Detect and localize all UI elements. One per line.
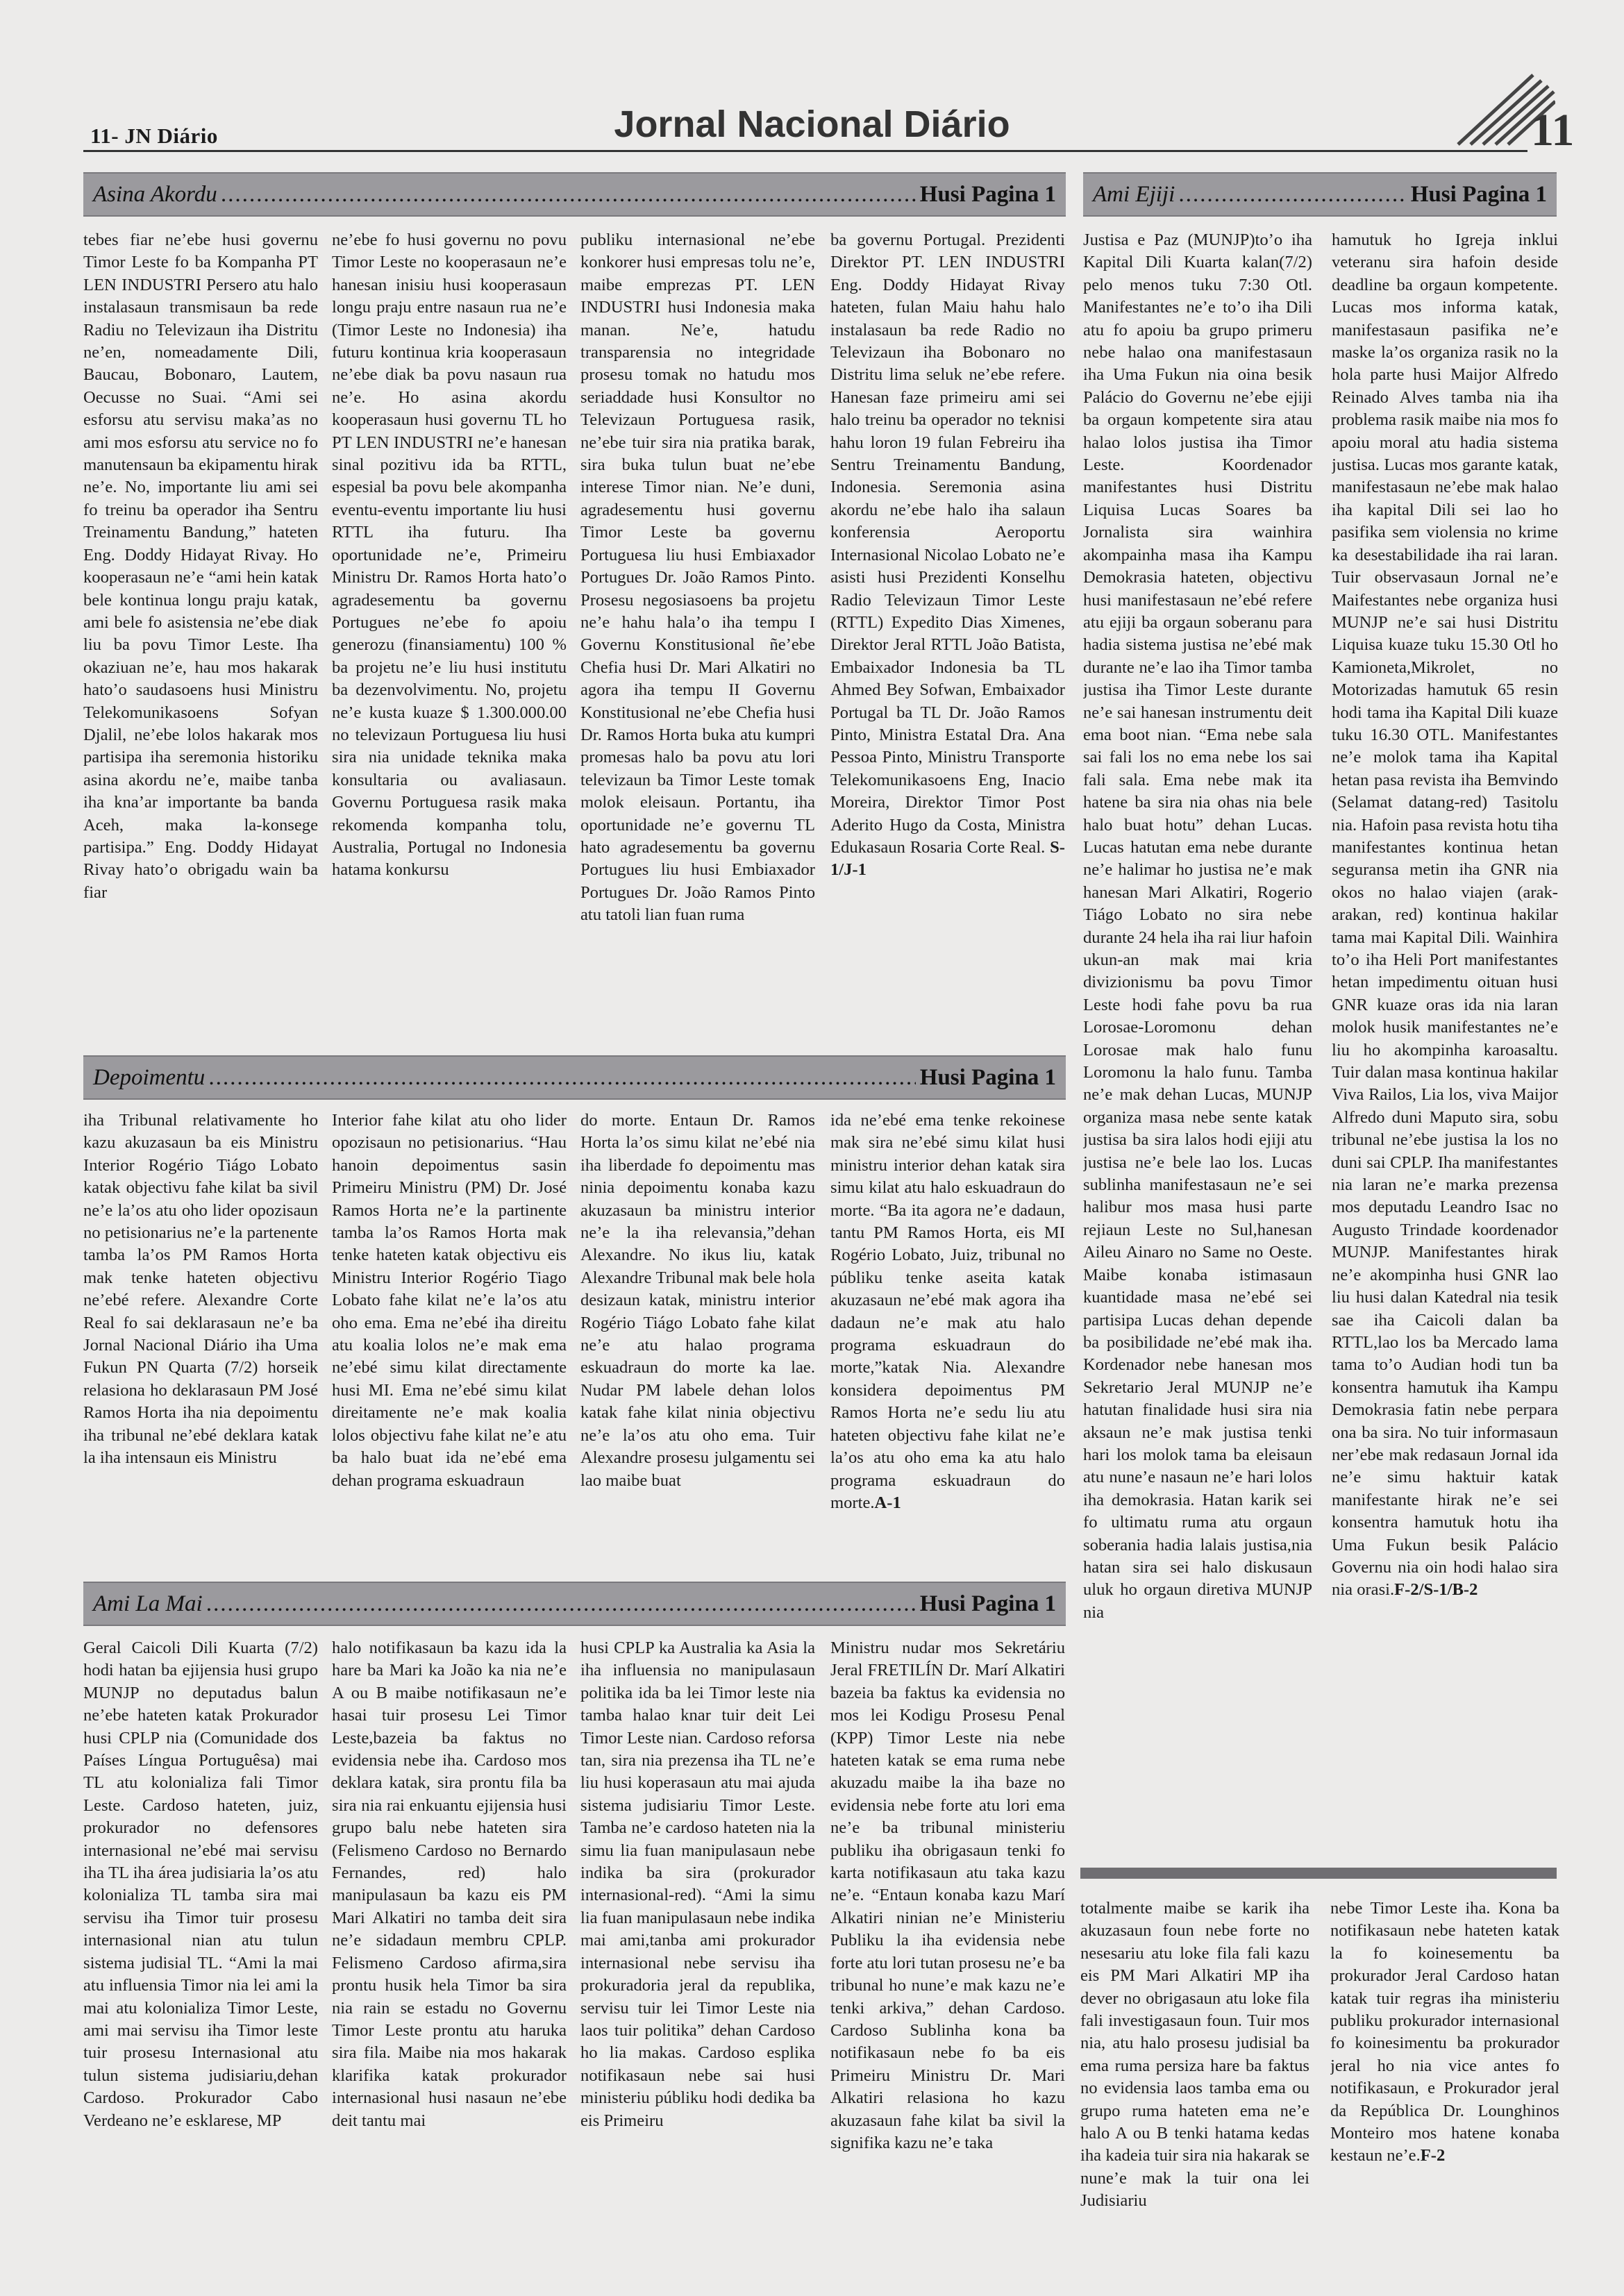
article-column: hamutuk ho Igreja inklui veteranu sira hafoin deside deadline ba orgaun kompetente. Lucas mos informa katak, manifestasaun pasifika ne’e maske la’os organiza rasik no la hola parte husi Maijor Alfredo Reinado Alves tamba nia iha problema rasik maibe nia mos fo apoiu moral atu hadia sistema justisa. Lucas mos garante katak, manifestasaun ne’ebe mak halao iha kapital Dili sei lao ho pasifika sem violensia no krime ka desestabilidade iha rai laran. Tuir observasaun Jornal ne’e Maifestantes nebe organiza husi MUNJP ne’e sai husi Distritu Liquisa kuaze tuku 15.30 Otl ho Kamioneta,Mikrolet, no Motorizadas hamutuk 65 resin hodi tama iha Kapital Dili kuaze tuku 16.30 OTL. Manifestantes ne’e molok tama iha Kapital hetan pasa revista iha Bemvindo (Selamat datang-red) Tasitolu nia. Hafoin pasa revista hotu tiha manifestantes kontinua hetan seguransa metin iha GNR nia okos no halao viajen (arak-arakan, red) kontinua hakilar tama mai Kapital Dili. Wainhira to’o iha Heli Port manifestantes hetan impedimentu oituan husi GNR kuaze oras ida nia laran molok husik manifestantes ne’e liu ho akompinha karoasaltu. Tuir dalan masa kontinua hakilar Viva Railos, Lia los, viva Maijor Alfredo duni Maputo sira, sobu tribunal ne’ebe justisa la los no duni sai CPLP. Iha manifestantes nia laran ne’e marka prezensa mos deputadu Leandro Isac no Augusto Trindade koordenador MUNJP. Manifestantes hirak ne’e akompinha husi GNR lao liu husi dalan Katedral nia tesik sae iha Caicoli dalan ba RTTL,lao los ba Mercado lama tama to’o Audian hodi tun ba konsentra hamutuk iha Kampu Demokrasia fatin nebe perpara ona ba sira. No tuir informasaun ner’ebe mak redasaun Jornal ida ne’e simu haktuir katak manifestante hirak ne’e sei konsentra hamutuk hotu iha Uma Fukun besik Palácio Governu nia oin hodi halao sira nia orasi.F-2/S-1/B-2 — [1332, 231, 1558, 1600]
section-title: Ami Ejiji — [1093, 181, 1175, 207]
newspaper-title: Jornal Nacional Diário — [614, 103, 1010, 145]
article-column: Ministru nudar mos Sekretáriu Jeral FRETILÍN Dr. Marí Alkatiri bazeia ba faktus ka evidensia no mos lei Kodigu Prosesu Penal (KPP) Timor Leste nia nebe hateten katak se ema ruma nebe akuzadu maibe la iha baze no evidensia nebe forte atu lori ema ne’e ba tribunal ministeriu publiku iha obrigasaun tenki fo karta notifikasaun atu taka kazu ne’e. “Entaun konaba kazu Marí Alkatiri ninian ne’e Ministeriu Publiku la iha evidensia nebe forte atu lori tutan prosesu ne’e ba tribunal ho nune’e mak kazu ne’e tenki arkiva,” dehan Cardoso. Cardoso Sublinha kona ba notifikasaun nebe fo ba eis Primeiru Ministru Dr. Mari Alkatiri relasiona ho kazu akuzasaun fahe kilat ba sivil la signifika kazu ne’e taka — [830, 1639, 1065, 2152]
continuation-label: Husi Pagina 1 — [1410, 181, 1547, 207]
continuation-label: Husi Pagina 1 — [919, 181, 1056, 207]
article-signature: A-1 — [874, 1493, 901, 1512]
article-column: nebe Timor Leste iha. Kona ba notifikasaun nebe hateten katak la fo koinesementu ba prokurador Jeral Cardoso hatan katak tuir regras iha ministeriu publiku prokurador internasional fo koinesimentu ba prokurador jeral ho nia vice antes fo notifikasaun, e Prokurador jeral da República Dr. Lounghinos Monteiro mos hatene konaba kestaun ne’e.F-2 — [1330, 1899, 1559, 2165]
page-reference: 11- JN Diário — [90, 124, 218, 148]
article-signature: S-1/J-1 — [830, 837, 1065, 880]
section-bar-depoimentu — [83, 1055, 1066, 1100]
section-divider — [1080, 1868, 1557, 1879]
section-title: Depoimentu — [93, 1064, 206, 1090]
leader-dots — [207, 1591, 916, 1617]
leader-dots — [221, 182, 916, 208]
header-rule — [83, 150, 1527, 152]
article-column: publiku internasional ne’ebe konkorer husi empresas tolu ne’e, maibe emprezas PT. LEN INDUSTRI husi Indonesia maka manan. Ne’e, hatudu transparensia no integridade prosesu tomak no hatudu mos seriaddade husi Konsultor no Televizaun Portuguesa rasik, ne’ebe tuir sira nia pratika barak, sira buka tulun buat ne’ebe interese Timor nian. Ne’e duni, agradesementu husi governu Timor Leste ba governu Portuguesa liu husi Embiaxador Portugues Dr. João Ramos Pinto. Prosesu negosiasoens ba projetu ne’e hahu hala’o iha tempu I Governu Konstitusional ñe’ebe Chefia husi Dr. Mari Alkatiri no agora iha tempu II Governu Konstitusional ne’ebe Chefia husi Dr. Ramos Horta buka atu kumpri promesas halo ba povu atu lori televizaun ba Timor Leste tomak molok eleisaun. Portantu, iha oportunidade ne’e governu TL hato agradesementu ba governu Portugues liu husi Embiaxador Portugues Dr. João Ramos Pinto atu tatoli lian fuan ruma — [580, 231, 815, 925]
article-column: halo notifikasaun ba kazu ida la hare ba Mari ka João ka nia ne’e A ou B maibe notifikasaun ne’e hasai tuir prosesu Lei Timor Leste,bazeia ba faktus no evidensia nebe iha. Cardoso mos deklara katak, sira prontu fila ba sira nia rai enkuantu ejijensia husi grupo balu nebe hateten sira (Felismeno Cardoso no Bernardo Fernandes, red) halo manipulasaun ba kazu eis PM Mari Alkatiri no tamba deit sira ne’e sidadaun membru CPLP. Felismeno Cardoso afirma,sira prontu husik hela Timor ba sira nia rain se estadu no Governu Timor Leste prontu atu haruka sira fila. Maibe nia mos hakarak klarifika katak prokurador internasional husi nasaun ne’ebe deit tantu mai — [332, 1639, 567, 2130]
article-column: Justisa e Paz (MUNJP)to’o iha Kapital Dili Kuarta kalan(7/2) pelo menos tuku 7:30 Otl. Manifestantes ne’e to’o iha Dili atu fo apoiu ba grupo primeru nebe halao ona manifestasaun iha Uma Fukun nia oina besik Palácio do Governu ne’ebe ejiji ba orgaun kompetente sira atau halao lolos justisa iha Timor Leste. Koordenador manifestantes husi Distritu Liquisa Lucas Soares ba Jornalista sira wainhira akompainha masa iha Kampu Demokrasia hateten, objectivu husi manifestasaun ne’ebé refere atu ejiji ba orgaun soberanu para hadia sistema justisa ne’ebé mak durante ne’e lao iha Timor tamba justisa iha Timor Leste durante ne’e sai hanesan instrumentu deit ema boot nian. “Ema nebe sala sai fali los no ema nebe los sai fali sala. Ema nebe mak ita hatene ba sira nia ohas nia bele halo buat hotu” dehan Lucas. Lucas hatutan ema nebe durante ne’e halimar ho justisa ne’e mak hanesan Mari Alkatiri, Rogerio Tiágo Lobato no sira nebe durante 24 hela iha rai liur hafoin ukun-an mak mai kria divizionismu ba povu Timor Leste hodi fahe povu ba rua Lorosae-Loromonu dehan Lorosae mak halo funu Loromonu la halo funu. Tamba ne’e mak dehan Lucas, MUNJP organiza masa nebe sente katak justisa ba sira lalos hodi ejiji atu justisa ne’e bele lao los. Lucas sublinha manifestasaun ne’e sei halibur mos masa husi parte rejiaun Leste no Sul,hanesan Aileu Ainaro no Same no Oeste. Maibe konaba istimasaun kuantidade masa ne’ebé sei partisipa Lucas dehan depende ba posibilidade ne’ebé mak iha. Kordenador nebe hanesan mos Sekretario Jeral MUNJP ne’e hatutan finalidade husi sira nia aksaun ne’e mak justisa tenki hari los molok tama ba eleisaun atu nune’e nasaun ne’e hari lolos iha demokrasia. Hatan karik sei fo ultimatu ruma atu orgaun soberania hadia lalais justisa,nia hatan sira sei halo diskusaun uluk ho orgaun diretiva MUNJP nia — [1083, 231, 1312, 1622]
article-signature: F-2 — [1420, 2146, 1446, 2165]
section-bar-asina-akordu — [83, 172, 1066, 217]
article-column: ne’ebe fo husi governu no povu Timor Leste no kooperasaun ne’e hanesan inisiu husi kooperasaun longu praju entre nasaun rua ne’e (Timor Leste no Indonesia) iha futuru kontinua kria kooperasaun ne’ebe diak ba povu nasaun rua ne’e. Ho asina akordu kooperasaun husi governu TL ho PT LEN INDUSTRI ne’e hanesan sinal pozitivu ida ba RTTL, espesial ba povu bele akompanha eventu-eventu importante liu husi RTTL iha futuru. Iha oportunidade ne’e, Primeiru Ministru Dr. Ramos Horta hato’o agradesementu ba governu Portugues ne’ebe fo apoiu generozu (finansiamentu) 100 % ba projetu ne’e liu husi institutu ba dezenvolvimentu. No, projetu ne’e kusta kuaze $ 1.300.000.00 no televizaun Portuguesa liu husi sira nia unidade teknika maka konsultaria ou avaliasaun. Governu Portuguesa rasik maka rekomenda kompanha tolu, Australia, Portugal no Indonesia hatama konkursu — [332, 231, 567, 880]
article-column: husi CPLP ka Australia ka Asia la iha influensia no manipulasaun politika ida ba lei Timor leste nia tamba halao knar tuir deit Lei Timor Leste nian. Cardoso reforsa tan, sira nia prezensa iha TL ne’e liu husi koperasaun atu mai ajuda sistema judisiariu Timor Leste. Tamba ne’e cardoso hateten nia la simu lia fuan manipulasaun nebe indika ba sira (prokurador internasional-red). “Ami la simu lia fuan manipulasaun nebe indika mai ami,tanba ami prokurador internasional nebe servisu iha prokuradoria jeral da republika, servisu tuir lei Timor Leste nia laos tuir politika” dehan Cardoso ho lia makas. Cardoso esplika notifikasaun nebe sai husi ministeriu públiku hodi dedika ba eis Primeiru — [580, 1639, 815, 2130]
leader-dots — [209, 1065, 915, 1091]
article-column: ida ne’ebé ema tenke rekoinese mak sira ne’ebé simu kilat husi ministru interior dehan katak sira simu kilat atu halo eskuadraun do morte. “Ba ita agora ne’e dadaun, tantu PM Ramos Horta, eis MI Rogério Lobato, Juiz, tribunal no públiku tenke aseita katak akuzasaun ne’ebé mak agora iha dadaun ne’e mak atu halo programa eskuadraun do morte,”katak Nia. Alexandre konsidera depoimentus PM Ramos Horta ne’e sedu liu atu hateten objectivu fahe kilat ne’e la’os atu oho ema ka atu halo programa eskuadraun do morte.A-1 — [830, 1111, 1065, 1512]
article-column: Interior fahe kilat atu oho lider opozisaun no petisionarius. “Hau hanoin depoimentus sasin Primeiru Ministru (PM) Dr. José Ramos Horta ne’e la partinente tamba la’os Ramos Horta mak tenke hateten katak objectivu eis Ministru Interior Rogério Tiago Lobato fahe kilat ne’e la’os atu oho ema. Ema ne’ebé iha direitu atu koalia lolos ne’e mak ema ne’ebé simu kilat directamente husi MI. Ema ne’ebé simu kilat direitamente ne’e mak koalia lolos objectivu fahe kilat ne’e atu ba halo buat ida ne’ebé ema dehan programa eskuadraun — [332, 1111, 567, 1490]
section-title: Ami La Mai — [93, 1591, 203, 1616]
article-signature: F-2/S-1/B-2 — [1394, 1580, 1478, 1600]
article-column: Geral Caicoli Dili Kuarta (7/2) hodi hatan ba ejijensia husi grupo MUNJP no deputadus balun ne’ebe hateten katak Prokurador husi CPLP nia (Comunidade dos Países Língua Portuguêsa) mai TL atu kolonializa fali Timor Leste. Cardoso hateten, juiz, prokurador no defensores internasional ne’ebé mai servisu iha TL iha área judisiaria la’os atu kolonializa TL tamba sira mai servisu iha Timor tuir prosesu internasional nian atu tulun sistema judisial TL. “Ami la mai atu influensia Timor nia lei ami la mai atu kolonializa Timor Leste, ami mai servisu iha Timor leste tuir prosesu Internasional atu tulun sistema judisiariu,dehan Cardoso. Prokurador Cabo Verdeano ne’e esklarese, MP — [83, 1639, 318, 2130]
leader-dots — [1179, 182, 1407, 208]
continuation-label: Husi Pagina 1 — [919, 1064, 1056, 1090]
article-column: tebes fiar ne’ebe husi governu Timor Leste fo ba Kompanha PT LEN INDUSTRI Persero atu halo instalasaun transmisaun ba rede Radiu no Televizaun iha Distritu ne’en, nomeadamente Dili, Baucau, Bobonaro, Lautem, Oecusse no Suai. “Ami sei esforsu atu servisu maka’as no ami mos esforsu atu service no fo manutensaun ba ekipamentu hirak ne’e. No, importante liu ami sei fo treinu ba operador iha Sentru Treinamentu Bandung,” hateten Eng. Doddy Hidayat Rivay. Ho kooperasaun ne’e “ami hein katak bele kontinua longu praju katak, ami bele fo asistensia ne’ebe diak liu ba povu Timor Leste. Iha okaziuan ne’e, hau mos hakarak hato’o saudasoens husi Ministru Telekomunikasoens Sofyan Djalil, ne’ebe lolos hakarak mos partisipa iha seremonia historiku asina akordu ne’e, maibe tanba iha kna’ar importante ba banda Aceh, maka la-konsege partisipa.” Eng. Doddy Hidayat Rivay hato’o obrigadu wain ba fiar — [83, 231, 318, 902]
continuation-label: Husi Pagina 1 — [919, 1591, 1056, 1616]
section-bar-ami-ejiji — [1083, 172, 1557, 217]
article-column: iha Tribunal relativamente ho kazu akuzasaun ba eis Ministru Interior Rogério Tiágo Lobato katak objectivu fahe kilat ba sivil ne’e la’os atu oho lider opozisaun no petisionarius ne’e la partenente tamba la’os PM Ramos Horta mak tenke hateten objectivu ne’ebé refere. Alexandre Corte Real fo sai deklarasaun ne’e ba Jornal Nacional Diário iha Uma Fukun PN Quarta (7/2) horseik relasiona ho deklarasaun PM José Ramos Horta iha nia depoimentu iha tribunal ne’ebé deklara katak la iha intensaun eis Ministru — [83, 1111, 318, 1468]
page-number: 11 — [1531, 105, 1575, 156]
article-column: do morte. Entaun Dr. Ramos Horta la’os simu kilat ne’ebé nia iha liberdade fo depoimentu mas ninia depoimentu konaba kazu akuzasaun ba ministru interior ne’e la iha relevansia,”dehan Alexandre. No ikus liu, katak Alexandre Tribunal mak bele hola desizaun katak, ministru interior Rogério Tiágo Lobato fahe kilat ne’e atu halao programa eskuadraun do morte ka lae. Nudar PM labele dehan lolos katak fahe kilat ninia objectivu ne’e la’os atu oho ema. Tuir Alexandre prosesu julgamentu sei lao maibe buat — [580, 1111, 815, 1490]
article-column: totalmente maibe se karik iha akuzasaun foun nebe forte no nesesariu atu loke fila fali kazu eis PM Mari Alkatiri MP iha dever no obrigasaun atu loke fila fali investigasaun foun. Tuir mos nia, atu halo prosesu judisial ba ema ruma persiza hare ba faktus no evidensia laos tamba ema ou grupo ruma hateten ema ne’e halo A ou B tenki hatama kedas iha kadeia tuir sira nia hakarak se nune’e mak la tuir ona lei Judisiariu — [1080, 1899, 1309, 2211]
article-column: ba governu Portugal. Prezidenti Direktor PT. LEN INDUSTRI Eng. Doddy Hidayat Rivay hateten, fulan Maiu hahu halo instalasaun ba rede Radio no Televizaun iha Bobonaro no Distritu lima seluk ne’ebe refere. Hanesan faze primeiru ami sei halo treinu ba operador no teknisi hahu loron 19 fulan Febreiru iha Sentru Treinamentu Bandung, Indonesia. Seremonia asina akordu ne’ebe halo iha salaun konferensia Aeroportu Internasional Nicolao Lobato ne’e asisti husi Prezidenti Konselhu Radio Televizaun Timor Leste (RTTL) Expedito Dias Ximenes, Direktor Jeral RTTL João Batista, Embaixador Indonesia ba TL Ahmed Bey Sofwan, Embaixador Portugal ba TL Dr. João Ramos Pinto, Ministra Estatal Dra. Ana Pessoa Pinto, Ministru Transporte Telekomunikasoens Eng, Inacio Moreira, Direktor Timor Post Aderito Hugo da Costa, Ministra Edukasaun Rosaria Corte Real. S-1/J-1 — [830, 231, 1065, 880]
section-bar-ami-la-mai — [83, 1582, 1066, 1626]
section-title: Asina Akordu — [93, 181, 217, 207]
